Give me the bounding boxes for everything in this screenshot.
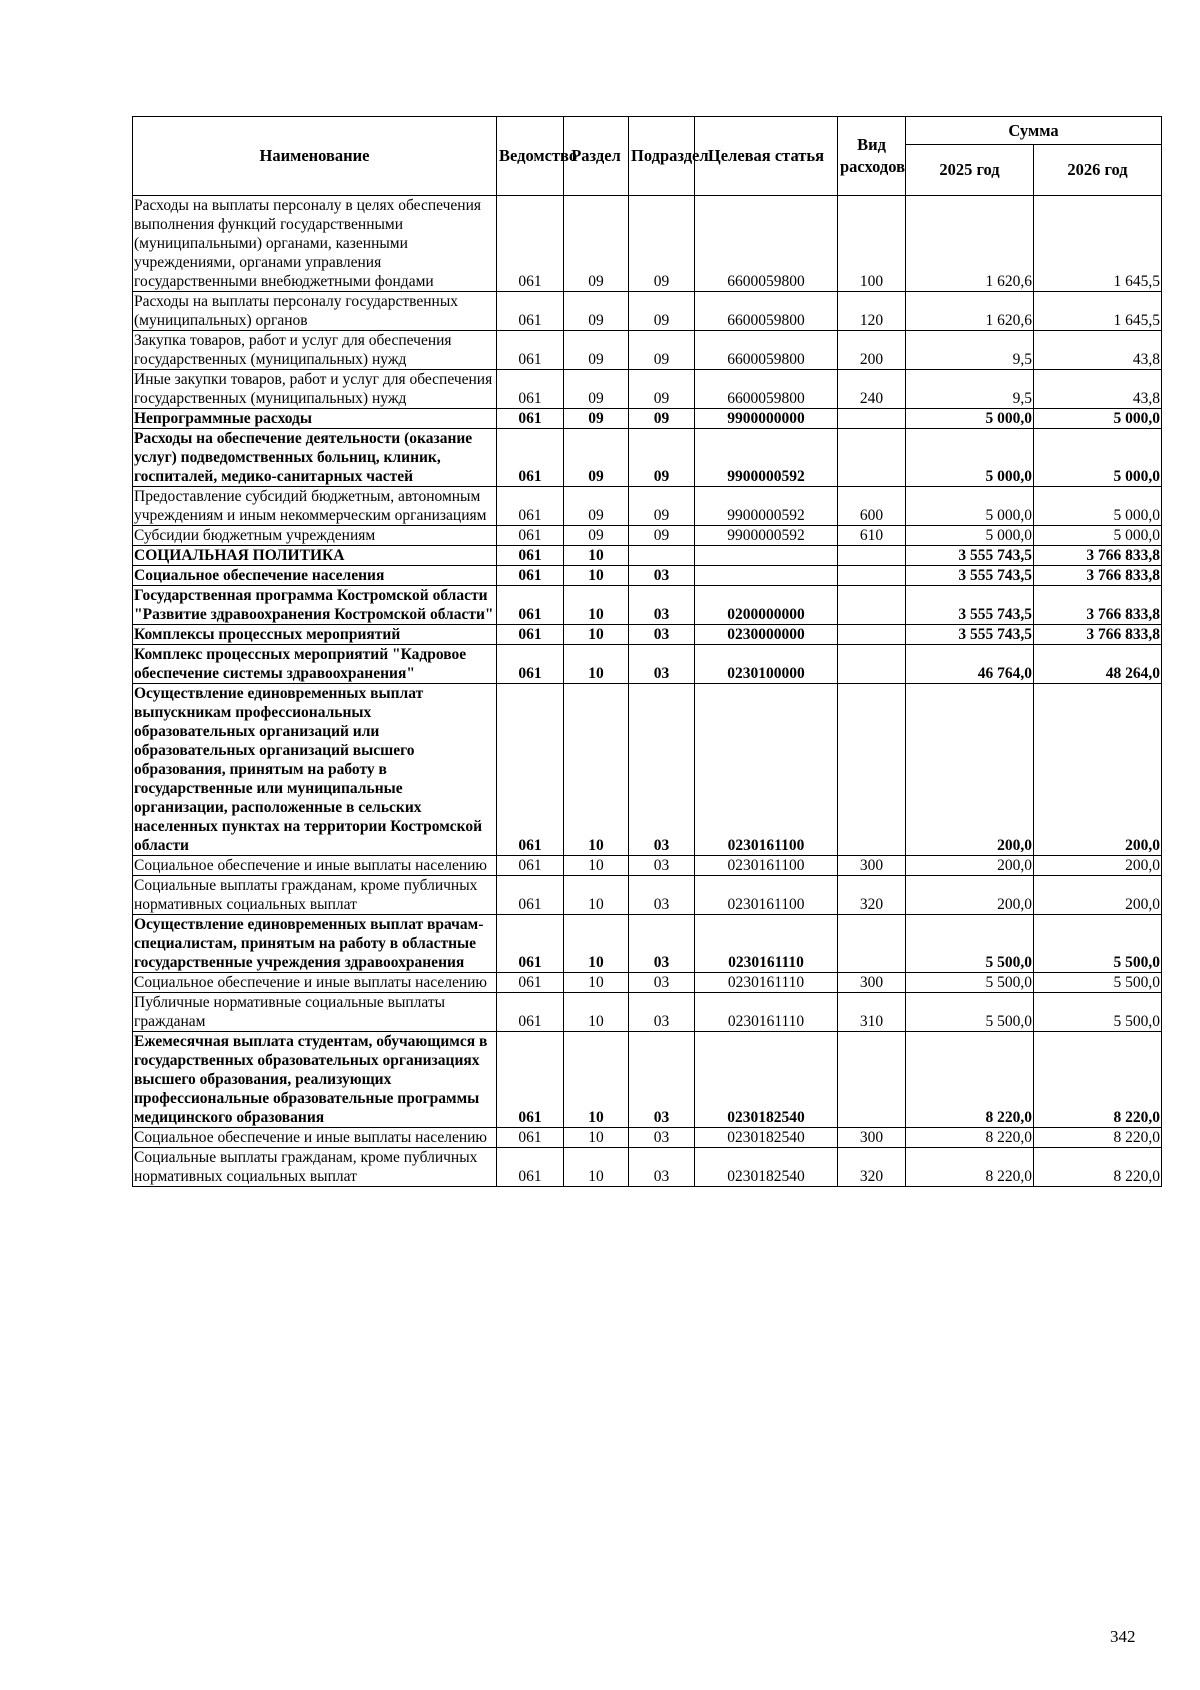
cell-podrazdel: 09 bbox=[629, 331, 695, 370]
cell-razdel: 10 bbox=[564, 993, 629, 1032]
table-row bbox=[133, 409, 1162, 429]
cell-podrazdel: 03 bbox=[629, 586, 695, 625]
cell-razdel: 09 bbox=[564, 487, 629, 526]
cell-vedomstvo: 061 bbox=[497, 546, 564, 566]
cell-name: Социальное обеспечение населения bbox=[133, 566, 497, 586]
cell-summa-2025: 5 500,0 bbox=[906, 915, 1034, 973]
cell-tselevaya-statya: 0230100000 bbox=[695, 645, 838, 684]
cell-vedomstvo: 061 bbox=[497, 645, 564, 684]
cell-podrazdel: 03 bbox=[629, 566, 695, 586]
cell-vid-raskhodov bbox=[838, 409, 906, 429]
cell-vid-raskhodov bbox=[838, 546, 906, 566]
cell-razdel: 10 bbox=[564, 645, 629, 684]
table-row bbox=[133, 487, 1162, 526]
cell-name: Комплексы процессных мероприятий bbox=[133, 625, 497, 645]
table-row bbox=[133, 546, 1162, 566]
cell-tselevaya-statya: 6600059800 bbox=[695, 196, 838, 292]
page-number: 342 bbox=[1110, 1627, 1136, 1646]
table-row bbox=[133, 625, 1162, 645]
table-row bbox=[133, 292, 1162, 331]
cell-summa-2025: 9,5 bbox=[906, 370, 1034, 409]
cell-summa-2026: 8 220,0 bbox=[1034, 1128, 1162, 1148]
cell-podrazdel: 09 bbox=[629, 370, 695, 409]
cell-name: СОЦИАЛЬНАЯ ПОЛИТИКА bbox=[133, 546, 497, 566]
cell-vedomstvo: 061 bbox=[497, 1148, 564, 1187]
cell-summa-2026: 8 220,0 bbox=[1034, 1032, 1162, 1128]
cell-vedomstvo: 061 bbox=[497, 370, 564, 409]
header-year-2026: 2026 год bbox=[1034, 145, 1162, 196]
cell-vid-raskhodov: 240 bbox=[838, 370, 906, 409]
cell-vedomstvo: 061 bbox=[497, 409, 564, 429]
cell-summa-2025: 5 500,0 bbox=[906, 993, 1034, 1032]
cell-vid-raskhodov bbox=[838, 566, 906, 586]
cell-summa-2025: 8 220,0 bbox=[906, 1128, 1034, 1148]
cell-razdel: 10 bbox=[564, 856, 629, 876]
cell-razdel: 10 bbox=[564, 586, 629, 625]
cell-summa-2025: 8 220,0 bbox=[906, 1148, 1034, 1187]
cell-tselevaya-statya: 0200000000 bbox=[695, 586, 838, 625]
cell-podrazdel: 03 bbox=[629, 856, 695, 876]
cell-name: Социальное обеспечение и иные выплаты населению bbox=[133, 1128, 497, 1148]
cell-podrazdel: 03 bbox=[629, 1128, 695, 1148]
cell-razdel: 10 bbox=[564, 684, 629, 856]
header-vid-raskhodov: Вид расходов bbox=[838, 117, 906, 196]
budget-table bbox=[132, 116, 1162, 1187]
cell-name: Публичные нормативные социальные выплаты гражданам bbox=[133, 993, 497, 1032]
table-row bbox=[133, 1128, 1162, 1148]
cell-podrazdel: 03 bbox=[629, 1032, 695, 1128]
table-row bbox=[133, 370, 1162, 409]
cell-razdel: 10 bbox=[564, 973, 629, 993]
cell-razdel: 10 bbox=[564, 1148, 629, 1187]
cell-summa-2026: 5 000,0 bbox=[1034, 429, 1162, 487]
cell-razdel: 10 bbox=[564, 876, 629, 915]
header-razdel: Раздел bbox=[564, 117, 629, 196]
cell-vedomstvo: 061 bbox=[497, 196, 564, 292]
cell-vedomstvo: 061 bbox=[497, 856, 564, 876]
cell-summa-2025: 3 555 743,5 bbox=[906, 566, 1034, 586]
cell-tselevaya-statya: 0230161110 bbox=[695, 915, 838, 973]
cell-summa-2025: 5 000,0 bbox=[906, 409, 1034, 429]
cell-podrazdel: 03 bbox=[629, 876, 695, 915]
cell-summa-2026: 5 500,0 bbox=[1034, 915, 1162, 973]
cell-summa-2026: 200,0 bbox=[1034, 684, 1162, 856]
cell-razdel: 10 bbox=[564, 566, 629, 586]
cell-vedomstvo: 061 bbox=[497, 993, 564, 1032]
cell-vid-raskhodov: 200 bbox=[838, 331, 906, 370]
cell-summa-2026: 1 645,5 bbox=[1034, 196, 1162, 292]
cell-razdel: 09 bbox=[564, 370, 629, 409]
cell-summa-2026: 200,0 bbox=[1034, 856, 1162, 876]
cell-summa-2025: 200,0 bbox=[906, 684, 1034, 856]
cell-vedomstvo: 061 bbox=[497, 526, 564, 546]
header-podrazdel: Подраздел bbox=[629, 117, 695, 196]
table-body bbox=[133, 196, 1162, 1187]
cell-summa-2025: 200,0 bbox=[906, 856, 1034, 876]
cell-name: Социальные выплаты гражданам, кроме публичных нормативных социальных выплат bbox=[133, 1148, 497, 1187]
cell-podrazdel bbox=[629, 546, 695, 566]
cell-podrazdel: 09 bbox=[629, 292, 695, 331]
cell-summa-2026: 5 500,0 bbox=[1034, 973, 1162, 993]
cell-razdel: 09 bbox=[564, 331, 629, 370]
cell-vedomstvo: 061 bbox=[497, 1128, 564, 1148]
cell-razdel: 09 bbox=[564, 526, 629, 546]
cell-vid-raskhodov bbox=[838, 586, 906, 625]
cell-vid-raskhodov: 320 bbox=[838, 876, 906, 915]
cell-name: Непрограммные расходы bbox=[133, 409, 497, 429]
cell-summa-2026: 5 000,0 bbox=[1034, 409, 1162, 429]
cell-vid-raskhodov bbox=[838, 1032, 906, 1128]
cell-summa-2026: 43,8 bbox=[1034, 370, 1162, 409]
table-row bbox=[133, 915, 1162, 973]
cell-name: Социальное обеспечение и иные выплаты населению bbox=[133, 973, 497, 993]
cell-razdel: 10 bbox=[564, 625, 629, 645]
cell-podrazdel: 03 bbox=[629, 625, 695, 645]
cell-tselevaya-statya: 9900000592 bbox=[695, 526, 838, 546]
cell-podrazdel: 03 bbox=[629, 645, 695, 684]
cell-vid-raskhodov bbox=[838, 645, 906, 684]
cell-vid-raskhodov bbox=[838, 429, 906, 487]
cell-podrazdel: 09 bbox=[629, 429, 695, 487]
cell-vedomstvo: 061 bbox=[497, 625, 564, 645]
cell-tselevaya-statya: 0230161100 bbox=[695, 684, 838, 856]
cell-tselevaya-statya bbox=[695, 566, 838, 586]
cell-vid-raskhodov: 100 bbox=[838, 196, 906, 292]
cell-summa-2026: 5 000,0 bbox=[1034, 526, 1162, 546]
cell-summa-2026: 5 000,0 bbox=[1034, 487, 1162, 526]
cell-vid-raskhodov: 310 bbox=[838, 993, 906, 1032]
cell-vid-raskhodov: 300 bbox=[838, 856, 906, 876]
cell-vedomstvo: 061 bbox=[497, 915, 564, 973]
cell-summa-2026: 43,8 bbox=[1034, 331, 1162, 370]
cell-vedomstvo: 061 bbox=[497, 684, 564, 856]
table-row bbox=[133, 684, 1162, 856]
cell-summa-2025: 3 555 743,5 bbox=[906, 586, 1034, 625]
header-summa: Сумма bbox=[906, 117, 1162, 145]
cell-razdel: 10 bbox=[564, 1032, 629, 1128]
cell-name: Ежемесячная выплата студентам, обучающимся в государственных образовательных организациях высшего образования, реализующих профессиональные образовательные программы медицинского образования bbox=[133, 1032, 497, 1128]
cell-podrazdel: 09 bbox=[629, 196, 695, 292]
cell-summa-2026: 8 220,0 bbox=[1034, 1148, 1162, 1187]
cell-summa-2025: 1 620,6 bbox=[906, 196, 1034, 292]
cell-summa-2025: 5 000,0 bbox=[906, 487, 1034, 526]
cell-vedomstvo: 061 bbox=[497, 566, 564, 586]
cell-vid-raskhodov bbox=[838, 625, 906, 645]
cell-vid-raskhodov: 300 bbox=[838, 973, 906, 993]
cell-podrazdel: 03 bbox=[629, 684, 695, 856]
cell-podrazdel: 09 bbox=[629, 409, 695, 429]
cell-name: Расходы на выплаты персоналу в целях обеспечения выполнения функций государственными (муниципальными) органами, казенными учреждениями, органами управления государственными внебюджетными фондами bbox=[133, 196, 497, 292]
cell-razdel: 09 bbox=[564, 409, 629, 429]
cell-vid-raskhodov bbox=[838, 915, 906, 973]
cell-vedomstvo: 061 bbox=[497, 973, 564, 993]
cell-summa-2025: 3 555 743,5 bbox=[906, 546, 1034, 566]
cell-summa-2025: 200,0 bbox=[906, 876, 1034, 915]
table-row bbox=[133, 331, 1162, 370]
cell-razdel: 09 bbox=[564, 196, 629, 292]
cell-summa-2026: 48 264,0 bbox=[1034, 645, 1162, 684]
cell-podrazdel: 03 bbox=[629, 973, 695, 993]
cell-summa-2025: 5 000,0 bbox=[906, 526, 1034, 546]
cell-summa-2026: 3 766 833,8 bbox=[1034, 546, 1162, 566]
cell-razdel: 09 bbox=[564, 292, 629, 331]
cell-tselevaya-statya: 0230182540 bbox=[695, 1148, 838, 1187]
cell-name: Социальное обеспечение и иные выплаты населению bbox=[133, 856, 497, 876]
table-row bbox=[133, 1148, 1162, 1187]
cell-razdel: 10 bbox=[564, 1128, 629, 1148]
cell-tselevaya-statya: 0230182540 bbox=[695, 1032, 838, 1128]
cell-vid-raskhodov: 600 bbox=[838, 487, 906, 526]
cell-name: Государственная программа Костромской области "Развитие здравоохранения Костромской области" bbox=[133, 586, 497, 625]
cell-vedomstvo: 061 bbox=[497, 429, 564, 487]
table-row bbox=[133, 876, 1162, 915]
cell-razdel: 10 bbox=[564, 915, 629, 973]
cell-tselevaya-statya: 0230161100 bbox=[695, 856, 838, 876]
cell-tselevaya-statya: 6600059800 bbox=[695, 331, 838, 370]
cell-tselevaya-statya: 0230161100 bbox=[695, 876, 838, 915]
cell-summa-2025: 1 620,6 bbox=[906, 292, 1034, 331]
cell-summa-2025: 5 000,0 bbox=[906, 429, 1034, 487]
cell-tselevaya-statya: 6600059800 bbox=[695, 370, 838, 409]
cell-vedomstvo: 061 bbox=[497, 292, 564, 331]
header-year-2025: 2025 год bbox=[906, 145, 1034, 196]
cell-vedomstvo: 061 bbox=[497, 487, 564, 526]
cell-summa-2025: 9,5 bbox=[906, 331, 1034, 370]
cell-vedomstvo: 061 bbox=[497, 1032, 564, 1128]
table-row bbox=[133, 526, 1162, 546]
cell-summa-2026: 3 766 833,8 bbox=[1034, 586, 1162, 625]
header-tselevaya-statya: Целевая статья bbox=[695, 117, 838, 196]
cell-vedomstvo: 061 bbox=[497, 876, 564, 915]
cell-vid-raskhodov: 320 bbox=[838, 1148, 906, 1187]
table-row bbox=[133, 1032, 1162, 1128]
cell-name: Комплекс процессных мероприятий "Кадровое обеспечение системы здравоохранения" bbox=[133, 645, 497, 684]
cell-tselevaya-statya: 0230182540 bbox=[695, 1128, 838, 1148]
cell-vid-raskhodov bbox=[838, 684, 906, 856]
table-row bbox=[133, 973, 1162, 993]
cell-summa-2025: 5 500,0 bbox=[906, 973, 1034, 993]
table-row bbox=[133, 196, 1162, 292]
cell-summa-2026: 1 645,5 bbox=[1034, 292, 1162, 331]
cell-summa-2025: 46 764,0 bbox=[906, 645, 1034, 684]
cell-podrazdel: 03 bbox=[629, 915, 695, 973]
cell-tselevaya-statya: 6600059800 bbox=[695, 292, 838, 331]
cell-name: Социальные выплаты гражданам, кроме публичных нормативных социальных выплат bbox=[133, 876, 497, 915]
cell-tselevaya-statya: 9900000000 bbox=[695, 409, 838, 429]
cell-razdel: 10 bbox=[564, 546, 629, 566]
cell-podrazdel: 03 bbox=[629, 1148, 695, 1187]
cell-podrazdel: 09 bbox=[629, 487, 695, 526]
cell-name: Расходы на обеспечение деятельности (оказание услуг) подведомственных больниц, клиник, госпиталей, медико-санитарных частей bbox=[133, 429, 497, 487]
cell-vid-raskhodov: 610 bbox=[838, 526, 906, 546]
cell-tselevaya-statya: 0230161110 bbox=[695, 993, 838, 1032]
cell-summa-2025: 8 220,0 bbox=[906, 1032, 1034, 1128]
cell-tselevaya-statya: 0230161110 bbox=[695, 973, 838, 993]
cell-tselevaya-statya: 0230000000 bbox=[695, 625, 838, 645]
cell-name: Осуществление единовременных выплат врачам-специалистам, принятым на работу в областные государственные учреждения здравоохранения bbox=[133, 915, 497, 973]
cell-name: Субсидии бюджетным учреждениям bbox=[133, 526, 497, 546]
cell-vid-raskhodov: 300 bbox=[838, 1128, 906, 1148]
cell-summa-2026: 200,0 bbox=[1034, 876, 1162, 915]
cell-vedomstvo: 061 bbox=[497, 586, 564, 625]
cell-vedomstvo: 061 bbox=[497, 331, 564, 370]
cell-name: Закупка товаров, работ и услуг для обеспечения государственных (муниципальных) нужд bbox=[133, 331, 497, 370]
cell-name: Осуществление единовременных выплат выпускникам профессиональных образовательных организаций или образовательных организаций высшего образования, принятым на работу в государственные или муниципальные организации, расположенные в сельских населенных пунктах на территории Костромской области bbox=[133, 684, 497, 856]
cell-vid-raskhodov: 120 bbox=[838, 292, 906, 331]
cell-tselevaya-statya: 9900000592 bbox=[695, 429, 838, 487]
table-row bbox=[133, 586, 1162, 625]
cell-razdel: 09 bbox=[564, 429, 629, 487]
cell-tselevaya-statya: 9900000592 bbox=[695, 487, 838, 526]
table-row bbox=[133, 645, 1162, 684]
table-row bbox=[133, 566, 1162, 586]
cell-summa-2025: 3 555 743,5 bbox=[906, 625, 1034, 645]
cell-name: Расходы на выплаты персоналу государственных (муниципальных) органов bbox=[133, 292, 497, 331]
cell-summa-2026: 3 766 833,8 bbox=[1034, 566, 1162, 586]
cell-tselevaya-statya bbox=[695, 546, 838, 566]
table-row bbox=[133, 993, 1162, 1032]
cell-summa-2026: 5 500,0 bbox=[1034, 993, 1162, 1032]
cell-podrazdel: 09 bbox=[629, 526, 695, 546]
cell-name: Предоставление субсидий бюджетным, автономным учреждениям и иным некоммерческим организациям bbox=[133, 487, 497, 526]
header-name: Наименование bbox=[133, 117, 497, 196]
cell-podrazdel: 03 bbox=[629, 993, 695, 1032]
table-row bbox=[133, 856, 1162, 876]
cell-name: Иные закупки товаров, работ и услуг для обеспечения государственных (муниципальных) нужд bbox=[133, 370, 497, 409]
cell-summa-2026: 3 766 833,8 bbox=[1034, 625, 1162, 645]
table-row bbox=[133, 429, 1162, 487]
header-vedomstvo: Ведомство bbox=[497, 117, 564, 196]
